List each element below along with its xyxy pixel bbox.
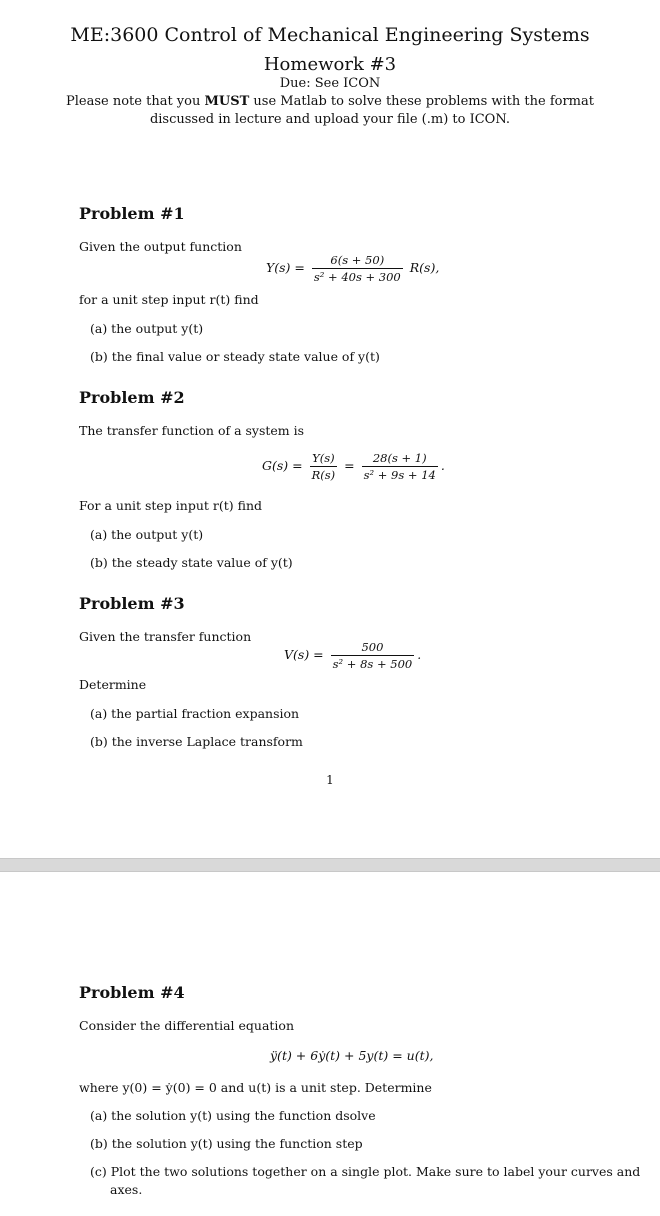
- p1-numerator: 6(s + 50): [330, 253, 385, 267]
- p3-fraction: [331, 640, 415, 671]
- document-title: ME:3600 Control of Mechanical Engineering Systems: [70, 24, 590, 46]
- problem-2-item-b: (b) the steady state value of y(t): [90, 555, 293, 570]
- p2-numerator-2: 28(s + 1): [372, 451, 427, 465]
- page-separator: [0, 858, 660, 872]
- p2-eq-lhs: G(s) =: [262, 458, 303, 473]
- problem-4-item-c-continued: axes.: [110, 1182, 143, 1197]
- problem-4-item-b: (b) the solution y(t) using the function step: [90, 1136, 363, 1151]
- due-date: Due: See ICON: [279, 76, 381, 91]
- problem-4-heading: Problem #4: [79, 983, 185, 1002]
- problem-2-step-text: For a unit step input r(t) find: [79, 498, 263, 513]
- instructions-line-2: discussed in lecture and upload your file (.m) to ICON.: [149, 112, 511, 127]
- problem-4-intro: Consider the differential equation: [79, 1018, 294, 1033]
- problem-3-heading: Problem #3: [79, 594, 185, 613]
- note-emphasis: MUST: [204, 94, 250, 109]
- problem-1-intro: Given the output function: [79, 239, 242, 254]
- p2-eq-mid: =: [344, 458, 355, 473]
- p2-denominator-2: s² + 9s + 14: [363, 468, 436, 482]
- problem-1-item-b: (b) the final value or steady state value of y(t): [90, 349, 380, 364]
- problem-4-initial-conditions: where y(0) = ẏ(0) = 0 and u(t) is a unit step. Determine: [79, 1080, 432, 1095]
- problem-4-item-a: (a) the solution y(t) using the function dsolve: [90, 1108, 376, 1123]
- p2-fraction-2: [362, 451, 438, 482]
- p3-eq-end: .: [417, 647, 422, 662]
- p2-denominator-1: R(s): [311, 468, 336, 482]
- problem-3-equation: [284, 640, 421, 671]
- problem-1-step-text: for a unit step input r(t) find: [79, 292, 259, 307]
- page-2: [0, 872, 660, 1216]
- problem-2-equation: [262, 451, 445, 482]
- problem-4-equation: ÿ(t) + 6ẏ(t) + 5y(t) = u(t),: [270, 1048, 434, 1063]
- page-number: 1: [326, 773, 334, 787]
- problem-1-equation: [266, 253, 439, 284]
- problem-2-heading: Problem #2: [79, 388, 185, 407]
- p2-fraction-1: [310, 451, 338, 482]
- instructions-line-1: [0, 94, 660, 109]
- homework-number: Homework #3: [263, 54, 397, 75]
- problem-3-item-a: (a) the partial fraction expansion: [90, 706, 300, 721]
- note-suffix: use Matlab to solve these problems with the format: [249, 94, 594, 109]
- p3-numerator: 500: [361, 640, 384, 654]
- problem-3-intro: Given the transfer function: [79, 629, 252, 644]
- problem-1-heading: Problem #1: [79, 204, 185, 223]
- p1-denominator: s² + 40s + 300: [313, 270, 401, 284]
- problem-2-item-a: (a) the output y(t): [90, 527, 204, 542]
- p1-fraction: [312, 253, 403, 284]
- p1-eq-lhs: Y(s) =: [266, 260, 305, 275]
- problem-1-item-a: (a) the output y(t): [90, 321, 204, 336]
- p2-numerator-1: Y(s): [312, 451, 335, 465]
- problem-4-item-c: (c) Plot the two solutions together on a single plot. Make sure to label your curves and: [90, 1164, 641, 1179]
- note-prefix: Please note that you: [66, 94, 205, 109]
- problem-3-item-b: (b) the inverse Laplace transform: [90, 734, 303, 749]
- problem-2-intro: The transfer function of a system is: [79, 423, 305, 438]
- p3-eq-lhs: V(s) =: [284, 647, 324, 662]
- p1-eq-rhs: R(s),: [409, 260, 440, 275]
- p3-denominator: s² + 8s + 500: [332, 657, 413, 671]
- problem-3-determine: Determine: [79, 677, 147, 692]
- p2-eq-end: .: [440, 458, 445, 473]
